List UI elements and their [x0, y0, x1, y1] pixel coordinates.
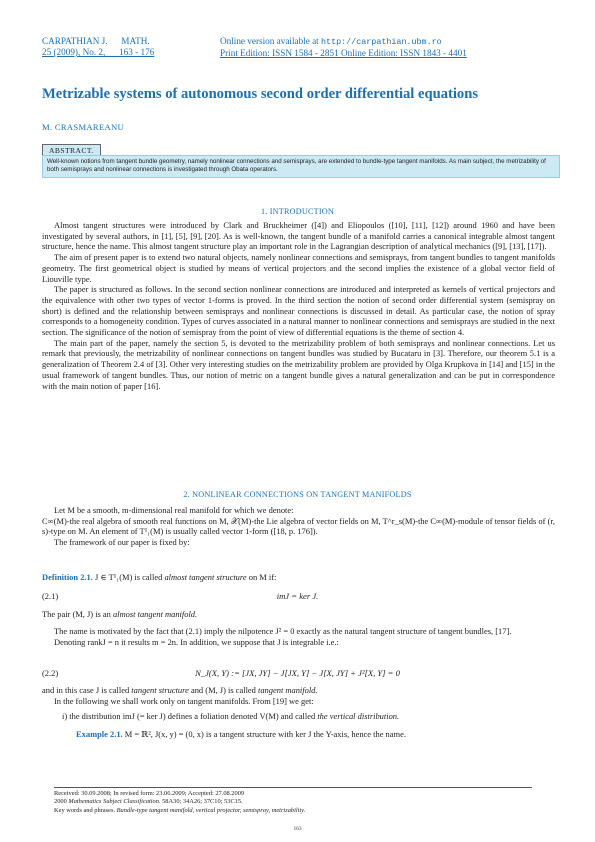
online-prefix: Online version available at — [220, 36, 322, 46]
journal-line2: 25 (2009), No. 2, 163 - 176 — [42, 47, 155, 57]
intro-paragraph-3: The paper is structured as follows. In the second section nonlinear connections are introduced and interpreted as kernels of vertical projectors and the equivalence with other two types of vector 1-forms is proved. In the third section the notion of second order differential system (semispray on short) is defined and the relationship between semisprays and nonlinear connections is discussed in detail. As particular case, the notion of spray corresponds to a homogeneity condition. Types of curves associated in a natural manner to nonlinear connections and semisprays are studied in the next section. The significance of the notion of semispray from the point of view of differential equations is the theme of section 4. — [42, 284, 555, 338]
equation-2-1-number: (2.1) — [42, 591, 59, 601]
msc-classification: 2000 Mathematics Subject Classification. 58A30; 34A26; 37C10; 53C15. — [54, 798, 243, 806]
framework-text: The framework of our paper is fixed by: — [54, 537, 190, 548]
following-text: In the following we shall work only on tangent manifolds. From [19] we get: — [54, 696, 314, 706]
abstract-box: Well-known notions from tangent bundle geometry, namely nonlinear connections and semisprays, are extended to bundle-type tangent manifolds. As main subject, the metrizability of both semisprays and nonlinear connections is investigated through Obata operators. — [42, 155, 560, 178]
section-2-body — [42, 505, 555, 548]
print-line: Print Edition: ISSN 1584 - 2851 Online Edition: ISSN 1843 - 4401 — [220, 48, 467, 58]
author: M. CRASMAREANU — [42, 122, 125, 132]
equation-2-1: imJ = ker J. — [276, 591, 319, 601]
received-dates: Received: 30.09.2008; In revised form: 23.06.2009; Accepted: 27.08.2009 — [54, 790, 245, 797]
manifold-intro: Let M be a smooth, m-dimensional real manifold for which we denote: — [54, 505, 294, 515]
section-1-heading: 1. INTRODUCTION — [260, 207, 335, 216]
section-2-heading: 2. NONLINEAR CONNECTIONS ON TANGENT MANIFOLDS — [183, 490, 412, 499]
example-label: Example 2.1. — [76, 729, 123, 739]
intro-paragraph-2: The aim of present paper is to extend two natural objects, namely nonlinear connections and semisprays, from tangent bundles to tangent manifolds geometry. The first geometrical object is studied by means of vertical projectors and the second implies the existence of a global vector field of Liouville type. — [42, 252, 555, 284]
footnotes — [54, 790, 305, 815]
edition-info — [220, 36, 467, 59]
page-number: 163 — [293, 826, 302, 832]
keywords: Key words and phrases. Bundle-type tangent manifold, vertical projector, semispray, metrizability. — [54, 806, 306, 814]
intro-paragraph-4: The main part of the paper, namely the section 5, is devoted to the metrizability problem of both semisprays and nonlinear connections. Let us remark that previously, the metrizability of nonlinear connections on tangent bundles was studied by Bucataru in [3]. Therefore, our theorem 5.1 is a generalization of Theorem 2.4 of [3]. Other very interesting studies on the metrizability problem are provided by Olga Krupkova in [14] and [15] in the usual framework of tangent bundles. Thus, our notion of metric on a tangent bundle gives a natural generalization and can be put in correspondence with the main notion of paper [16]. — [42, 337, 555, 391]
tangent-structure-text: and in this case J is called tangent structure and (M, J) is called tangent manifold. — [42, 685, 318, 695]
equation-2-2-number: (2.2) — [42, 668, 59, 678]
paper-title: Metrizable systems of autonomous second order differential equations — [42, 86, 479, 102]
equation-2-2: N_J(X, Y) := [JX, JY] − J[JX, Y] − J[X, JY] + J²[X, Y] = 0 — [195, 668, 400, 678]
online-line — [220, 36, 467, 48]
definition-label: Definition 2.1. — [42, 572, 93, 582]
item-i: i) the distribution imJ (= ker J) defines a foliation denoted V(M) and called the vertical distribution. — [62, 711, 400, 721]
notation-text: C∞(M)-the real algebra of smooth real functions on M, 𝒳(M)-the Lie algebra of vector fields on M, T^r_s(M)-the C∞(M)-module of tensor fields of (r, s)-type on M. An element of T¹₁(M) is usually called vector 1-form ([18, p. 176]). — [42, 515, 555, 537]
abstract-label: ABSTRACT. — [42, 144, 101, 157]
example-2-1: Example 2.1. M = ℝ², J(x, y) = (0, x) is a tangent structure with ker J the Y-axis, hence the name. — [76, 729, 406, 739]
journal-info — [42, 36, 154, 58]
section-1-body — [42, 220, 555, 391]
footnote-rule — [54, 787, 532, 788]
online-url-link[interactable]: http://carpathian.ubm.ro — [321, 37, 442, 47]
journal-line1: CARPATHIAN J. MATH. — [42, 36, 150, 46]
intro-paragraph-1: Almost tangent structures were introduced by Clark and Bruckheimer ([4]) and Eliopoulos ([10], [11], [12]) around 1960 and have been investigated by several authors, in [1], [5], [9], [20]. As is well-known, the tangent bundle of a manifold carries a canonical integrable almost tangent structure, hence the name. This almost tangent structure play an important role in the Lagrangian description of analytical mechanics ([9], [13], [17]). — [42, 220, 555, 252]
almost-tangent-pair: The pair (M, J) is an almost tangent manifold. — [42, 609, 198, 619]
nilpotence-text: The name is motivated by the fact that (2.1) imply the nilpotence J² = 0 exactly as the natural tangent structure of tangent bundles, [17]. Denoting rankJ = n it results m = 2n. In addition, we suppose that J is integrable i.e.: — [54, 626, 512, 647]
definition-2-1: Definition 2.1. J ∈ T¹₁(M) is called almost tangent structure on M if: — [42, 572, 277, 582]
